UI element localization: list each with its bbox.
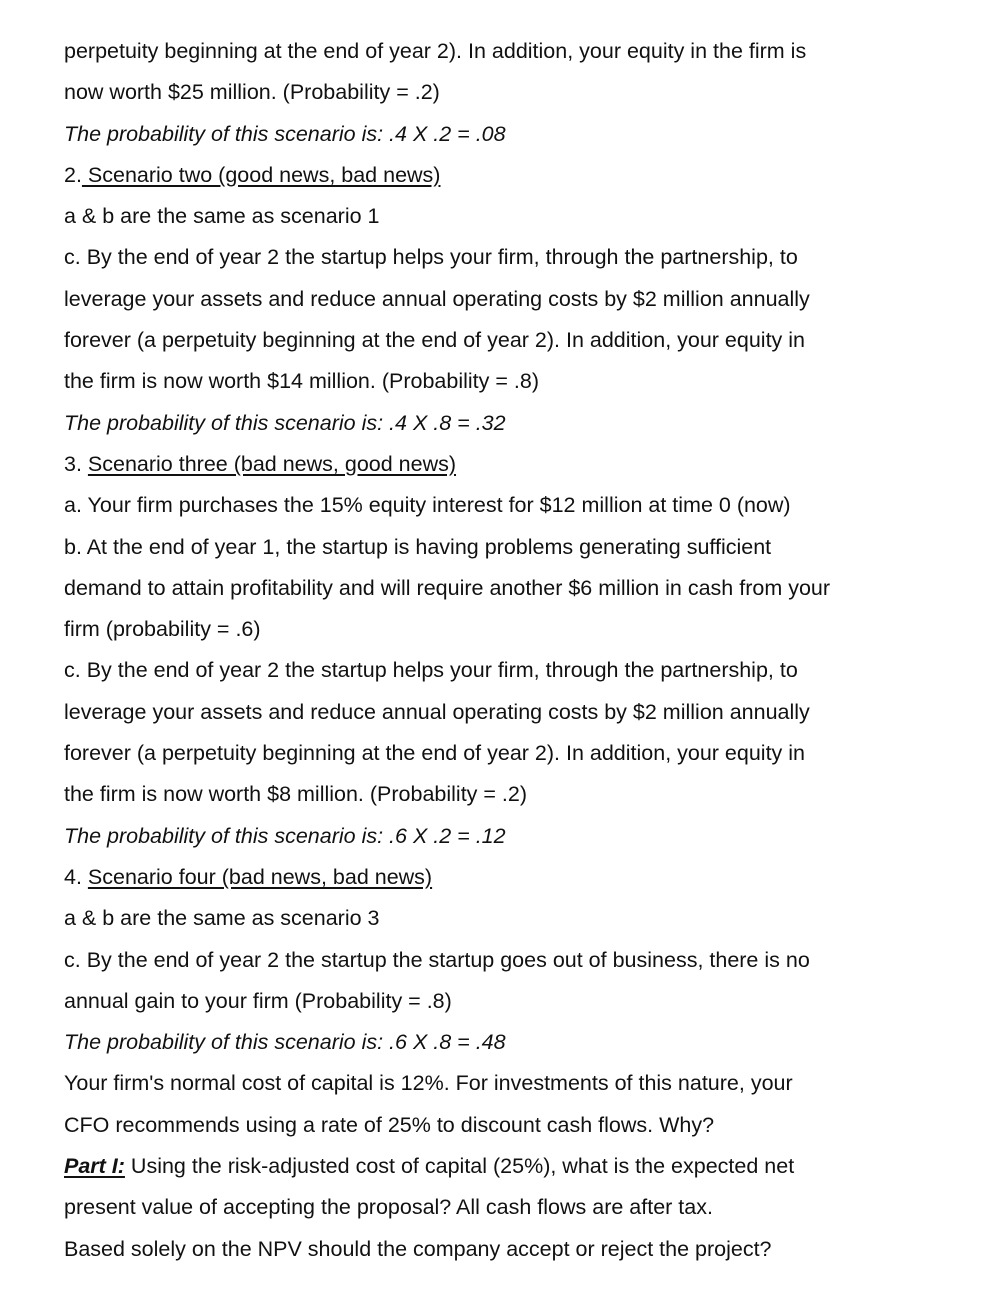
text-line: perpetuity beginning at the end of year 2). In addition, your equity in the firm is [64,39,807,63]
text-line: CFO recommends using a rate of 25% to discount cash flows. Why? [64,1112,715,1137]
document-body [64,31,964,1270]
scenario-number: 3. [64,451,88,476]
scenario-2-probability: The probability of this scenario is: .4 X .8 = .32 [64,410,506,435]
part-text: Using the risk-adjusted cost of capital (25%), what is the expected net [124,1154,795,1179]
text-line: firm (probability = .6) [64,617,261,642]
text-line: the firm is now worth $14 million. (Probability = .8) [64,369,539,394]
text-line: c. By the end of year 2 the startup helps your firm, through the partnership, to [64,245,798,270]
text-line: leverage your assets and reduce annual operating costs by $2 million annually [64,699,810,724]
text-line: leverage your assets and reduce annual operating costs by $2 million annually [64,286,810,311]
part-label: Part I: [64,1154,125,1179]
text-line: a. Your firm purchases the 15% equity interest for $12 million at time 0 (now) [64,493,791,518]
text-line: forever (a perpetuity beginning at the end of year 2). In addition, your equity in [64,741,806,766]
text-line: present value of accepting the proposal? All cash flows are after tax. [64,1195,713,1220]
text-line: b. At the end of year 1, the startup is having problems generating sufficient [64,534,772,559]
text-line: now worth $25 million. (Probability = .2) [64,80,440,105]
text-line: forever (a perpetuity beginning at the end of year 2). In addition, your equity in [64,328,806,353]
text-line: annual gain to your firm (Probability = .8) [64,988,452,1013]
text-line: Based solely on the NPV should the company accept or reject the project? [64,1236,772,1261]
scenario-title: Scenario two (good news, bad news) [81,162,441,187]
scenario-4-heading [64,857,964,898]
text-line: a & b are the same as scenario 1 [64,204,380,229]
scenario-number: 2. [64,162,82,187]
scenario-3-probability: The probability of this scenario is: .6 X .2 = .12 [64,823,506,848]
text-line: c. By the end of year 2 the startup the startup goes out of business, there is no [64,947,810,972]
text-line: the firm is now worth $8 million. (Probability = .2) [64,782,528,807]
scenario-3-heading [64,444,964,485]
scenario-title: Scenario four (bad news, bad news) [87,864,433,889]
text-line: Your firm's normal cost of capital is 12%. For investments of this nature, your [64,1071,793,1096]
scenario-title: Scenario three (bad news, good news) [87,451,457,476]
text-line: demand to attain profitability and will require another $6 million in cash from your [64,575,831,600]
scenario-4-probability: The probability of this scenario is: .6 X .8 = .48 [64,1030,506,1055]
scenario-2-heading [64,155,964,196]
scenario-number: 4. [64,864,88,889]
part-one-question [64,1146,964,1187]
text-line: a & b are the same as scenario 3 [64,906,380,931]
scenario-1-probability: The probability of this scenario is: .4 X .2 = .08 [64,121,506,146]
text-line: c. By the end of year 2 the startup helps your firm, through the partnership, to [64,658,798,683]
